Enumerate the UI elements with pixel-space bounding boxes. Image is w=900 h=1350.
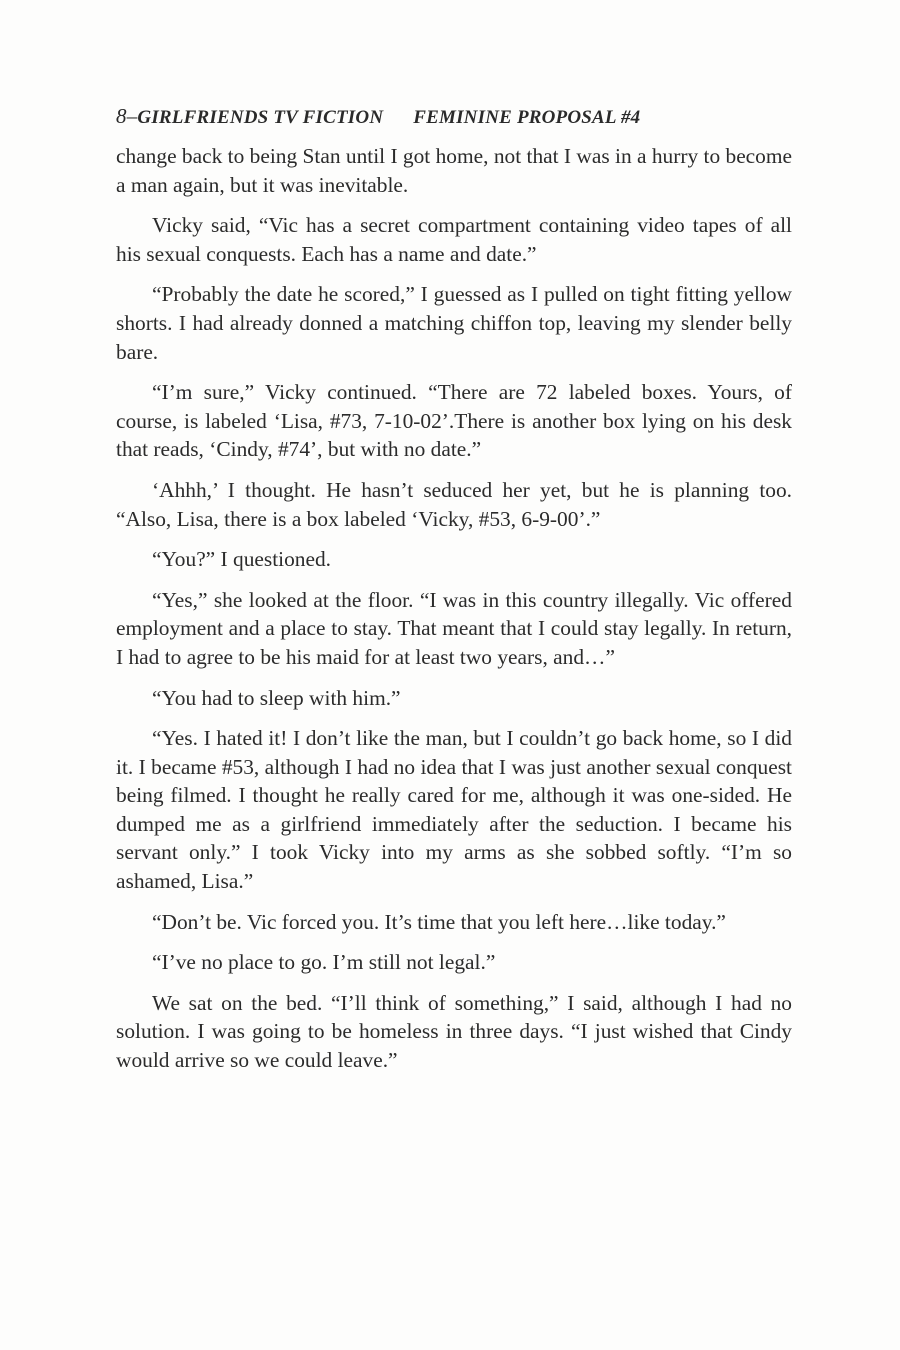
- paragraph: “I’ve no place to go. I’m still not legal.”: [152, 950, 496, 975]
- paragraph: Vicky said, “Vic has a secret compartment containing video tapes of all his sexual conquests. Each has a name and date.”: [116, 213, 792, 266]
- paragraph: change back to being Stan until I got home, not that I was in a hurry to become a man again, but it was inevitable.: [116, 144, 793, 197]
- paragraph: “Don’t be. Vic forced you. It’s time that you left here…like today.”: [152, 909, 726, 934]
- body-text: [116, 142, 792, 1087]
- paragraph: We sat on the bed. “I’ll think of something,” I said, although I had no solution. I was going to be homeless in three days. “I just wished that Cindy would arrive so we could leave.”: [116, 990, 792, 1073]
- paragraph: “Yes. I hated it! I don’t like the man, but I couldn’t go back home, so I did it. I became #53, although I had no idea that I was just another sexual conquest being filmed. I thought he really cared for me, although it was one-sided. He dumped me as a girlfriend immediately after the seduction. I became his servant only.” I took Vicky into my arms as she sobbed softly. “I’m so ashamed, Lisa.”: [116, 726, 792, 894]
- running-header: [116, 104, 796, 129]
- story-title: FEMININE PROPOSAL #4: [413, 107, 641, 128]
- paragraph: “Probably the date he scored,” I guessed as I pulled on tight fitting yellow shorts. I had already donned a matching chiffon top, leaving my slender belly bare.: [116, 282, 792, 364]
- paragraph: ‘Ahhh,’ I thought. He hasn’t seduced her yet, but he is planning too. “Also, Lisa, there is a box labeled ‘Vicky, #53, 6-9-00’.”: [116, 477, 792, 531]
- paragraph: “You?” I questioned.: [152, 547, 332, 572]
- paragraph: “You had to sleep with him.”: [152, 685, 401, 710]
- page-number: 8–: [116, 104, 138, 128]
- book-title: GIRLFRIENDS TV FICTION: [137, 107, 384, 128]
- paragraph: “Yes,” she looked at the floor. “I was in this country illegally. Vic offered employment and a place to stay. That meant that I could stay legally. In return, I had to agree to be his maid for at least two years, and…”: [116, 587, 792, 669]
- paragraph: “I’m sure,” Vicky continued. “There are 72 labeled boxes. Yours, of course, is labeled ‘Lisa, #73, 7-10-02’.There is another box lying on his desk that reads, ‘Cindy, #74’, but with no date.”: [116, 380, 792, 462]
